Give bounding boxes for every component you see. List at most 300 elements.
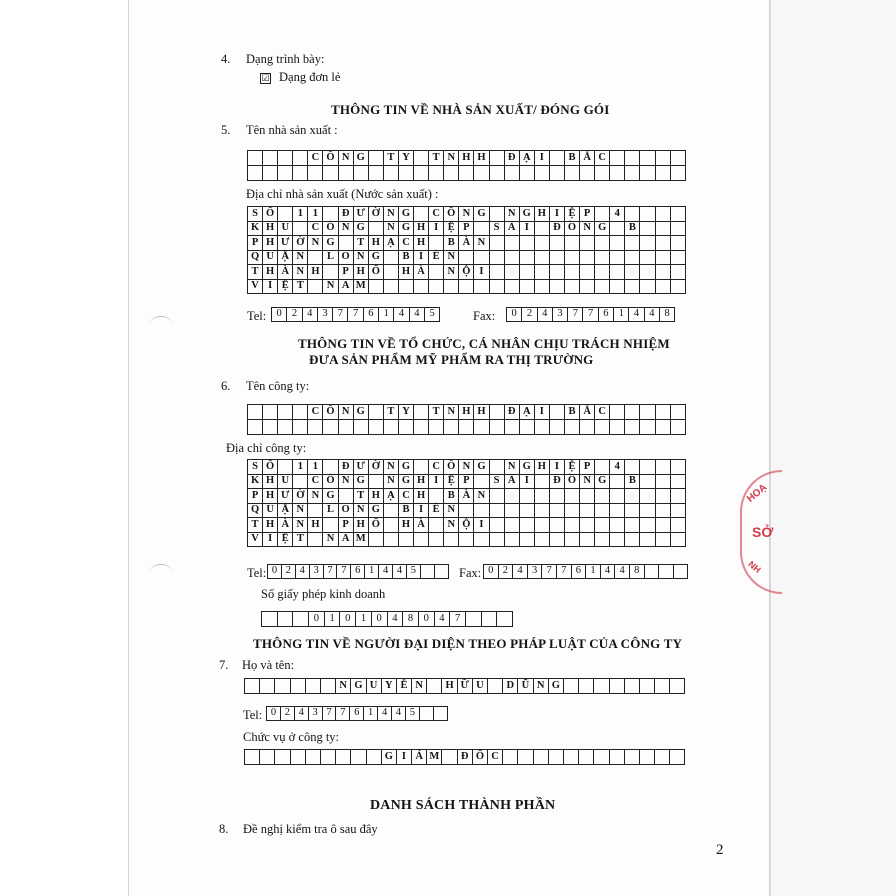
char-cell: [656, 533, 671, 548]
char-cell: P: [248, 489, 263, 504]
item-number: 5.: [221, 123, 231, 137]
char-cell: I: [474, 265, 489, 280]
digit-cell: 7: [568, 308, 583, 322]
char-cell: [565, 504, 580, 519]
char-cell: [323, 518, 338, 533]
char-cell: [610, 518, 625, 533]
char-cell: N: [323, 280, 338, 295]
char-cell: [414, 405, 429, 420]
manufacturer-address-label: Địa chỉ nhà sản xuất (Nước sản xuất) :: [246, 187, 439, 201]
char-cell: Ê: [429, 504, 444, 519]
char-cell: Ậ: [278, 504, 293, 519]
char-cell: [505, 533, 520, 548]
char-cell: [625, 679, 640, 694]
char-cell: [625, 750, 640, 765]
char-cell: [354, 166, 369, 181]
rep-position-grid: [244, 749, 685, 765]
char-cell: [399, 533, 414, 548]
char-cell: [640, 489, 655, 504]
char-cell: [610, 750, 625, 765]
char-cell: [323, 207, 338, 222]
char-cell: Q: [248, 251, 263, 266]
char-cell: Ắ: [580, 151, 595, 166]
char-cell: [610, 679, 625, 694]
char-cell: [640, 236, 655, 251]
char-cell: [308, 420, 323, 435]
char-cell: N: [293, 251, 308, 266]
char-cell: [535, 236, 550, 251]
char-cell: [306, 679, 321, 694]
char-cell: [550, 533, 565, 548]
char-cell: [278, 460, 293, 475]
char-cell: [580, 265, 595, 280]
char-cell: [640, 405, 655, 420]
char-cell: [414, 207, 429, 222]
char-cell: C: [429, 207, 444, 222]
char-cell: Ô: [444, 207, 459, 222]
char-cell: [610, 533, 625, 548]
char-cell: [505, 518, 520, 533]
char-cell: T: [293, 533, 308, 548]
digit-cell: 4: [379, 565, 393, 579]
char-cell: [505, 251, 520, 266]
char-cell: T: [354, 489, 369, 504]
char-cell: [656, 475, 671, 490]
fax-label: Fax:: [473, 309, 496, 323]
char-cell: P: [580, 460, 595, 475]
digit-cell: 2: [282, 565, 296, 579]
char-cell: [640, 222, 655, 237]
char-cell: I: [263, 280, 278, 295]
char-cell: Ồ: [565, 222, 580, 237]
digit-cell: 1: [365, 565, 379, 579]
punch-hole: [150, 564, 172, 579]
char-cell: [293, 222, 308, 237]
char-cell: [490, 489, 505, 504]
char-cell: [580, 504, 595, 519]
char-cell: [503, 750, 518, 765]
char-cell: S: [248, 207, 263, 222]
char-cell: [278, 166, 293, 181]
char-cell: [656, 489, 671, 504]
tel-label: Tel:: [247, 566, 267, 580]
char-cell: I: [535, 405, 550, 420]
char-cell: [429, 236, 444, 251]
char-cell: H: [535, 460, 550, 475]
char-cell: Ệ: [278, 280, 293, 295]
digit-cell: 4: [629, 308, 644, 322]
char-cell: [640, 151, 655, 166]
char-cell: Ô: [323, 475, 338, 490]
char-cell: A: [339, 533, 354, 548]
char-cell: G: [399, 222, 414, 237]
char-cell: Ố: [369, 265, 384, 280]
char-cell: I: [263, 533, 278, 548]
char-cell: [336, 750, 351, 765]
char-cell: [549, 750, 564, 765]
char-cell: [369, 533, 384, 548]
char-cell: H: [459, 151, 474, 166]
char-cell: 1: [308, 460, 323, 475]
char-cell: I: [550, 460, 565, 475]
char-cell: [671, 420, 686, 435]
char-cell: V: [248, 533, 263, 548]
char-cell: U: [263, 504, 278, 519]
char-cell: H: [354, 265, 369, 280]
char-cell: G: [595, 475, 610, 490]
punch-hole: [150, 316, 172, 331]
stamp-seal: [740, 470, 782, 594]
char-cell: [535, 265, 550, 280]
char-cell: [490, 151, 505, 166]
char-cell: P: [459, 475, 474, 490]
char-cell: [429, 166, 444, 181]
char-cell: [490, 236, 505, 251]
char-cell: G: [351, 679, 366, 694]
char-cell: N: [308, 489, 323, 504]
company-name-grid: [247, 404, 686, 435]
char-cell: [550, 420, 565, 435]
char-cell: G: [354, 151, 369, 166]
char-cell: [520, 236, 535, 251]
char-cell: 1: [293, 207, 308, 222]
char-cell: [656, 222, 671, 237]
char-cell: [505, 236, 520, 251]
char-cell: [640, 475, 655, 490]
char-cell: [580, 236, 595, 251]
digit-cell: 0: [372, 612, 388, 627]
digit-cell: 0: [484, 565, 499, 579]
char-cell: [321, 679, 336, 694]
char-cell: [655, 750, 670, 765]
char-cell: [535, 533, 550, 548]
char-cell: I: [429, 475, 444, 490]
char-cell: [640, 420, 655, 435]
char-cell: [640, 251, 655, 266]
char-cell: N: [354, 251, 369, 266]
digit-cell: [278, 612, 294, 627]
rep-tel-grid: [266, 706, 448, 721]
char-cell: [474, 222, 489, 237]
digit-cell: 5: [425, 308, 440, 322]
char-cell: Y: [399, 405, 414, 420]
digit-cell: 7: [542, 565, 557, 579]
char-cell: T: [354, 236, 369, 251]
item-number: 7.: [219, 658, 229, 672]
char-cell: [595, 518, 610, 533]
char-cell: [656, 420, 671, 435]
char-cell: G: [354, 222, 369, 237]
char-cell: M: [427, 750, 442, 765]
char-cell: [490, 533, 505, 548]
char-cell: [640, 504, 655, 519]
char-cell: [293, 166, 308, 181]
char-cell: À: [505, 475, 520, 490]
char-cell: [459, 251, 474, 266]
char-cell: [565, 251, 580, 266]
char-cell: [550, 151, 565, 166]
char-cell: N: [444, 151, 459, 166]
char-cell: [671, 460, 686, 475]
char-cell: C: [595, 151, 610, 166]
digit-cell: [497, 612, 513, 627]
char-cell: N: [474, 489, 489, 504]
digit-cell: 7: [348, 308, 363, 322]
char-cell: C: [429, 460, 444, 475]
char-cell: Ạ: [520, 405, 535, 420]
responsible-heading: THÔNG TIN VỀ TỔ CHỨC, CÁ NHÂN CHỊU TRÁCH NHIỆM: [298, 336, 670, 351]
char-cell: N: [580, 222, 595, 237]
char-cell: [490, 280, 505, 295]
char-cell: [291, 750, 306, 765]
char-cell: Đ: [550, 475, 565, 490]
char-cell: T: [429, 405, 444, 420]
digit-cell: [293, 612, 309, 627]
char-cell: [550, 489, 565, 504]
char-cell: H: [369, 489, 384, 504]
format-label: Dạng trình bày:: [246, 52, 325, 66]
char-cell: [275, 679, 290, 694]
digit-cell: 2: [522, 308, 537, 322]
char-cell: [459, 280, 474, 295]
digit-cell: 0: [419, 612, 435, 627]
char-cell: Ộ: [459, 265, 474, 280]
char-cell: [535, 166, 550, 181]
manufacturer-fax-grid: [506, 307, 675, 322]
char-cell: À: [278, 265, 293, 280]
char-cell: O: [339, 504, 354, 519]
representative-heading: THÔNG TIN VỀ NGƯỜI ĐẠI DIỆN THEO PHÁP LUẬT CỦA CÔNG TY: [253, 636, 683, 651]
char-cell: Ộ: [459, 518, 474, 533]
char-cell: [640, 280, 655, 295]
char-cell: [260, 750, 275, 765]
char-cell: [656, 280, 671, 295]
char-cell: [595, 236, 610, 251]
char-cell: O: [339, 251, 354, 266]
char-cell: [610, 166, 625, 181]
char-cell: [518, 750, 533, 765]
char-cell: N: [444, 518, 459, 533]
char-cell: [671, 518, 686, 533]
char-cell: [490, 265, 505, 280]
digit-cell: 4: [645, 308, 660, 322]
char-cell: G: [399, 207, 414, 222]
char-cell: [640, 750, 655, 765]
char-cell: K: [248, 475, 263, 490]
digit-cell: 7: [336, 707, 350, 721]
char-cell: [565, 265, 580, 280]
char-cell: [339, 166, 354, 181]
digit-cell: 4: [394, 308, 409, 322]
company-address-label: Địa chỉ công ty:: [226, 441, 307, 455]
char-cell: Ê: [429, 251, 444, 266]
stamp-fragment: HOẠ: [745, 482, 770, 505]
char-cell: [474, 166, 489, 181]
digit-cell: 3: [309, 707, 323, 721]
char-cell: [656, 504, 671, 519]
char-cell: [293, 420, 308, 435]
char-cell: [565, 489, 580, 504]
char-cell: [429, 533, 444, 548]
char-cell: À: [459, 236, 474, 251]
char-cell: [625, 207, 640, 222]
char-cell: [610, 420, 625, 435]
digit-cell: 8: [630, 565, 645, 579]
char-cell: N: [444, 251, 459, 266]
char-cell: I: [397, 750, 412, 765]
digit-cell: [420, 707, 434, 721]
char-cell: S: [490, 475, 505, 490]
digit-cell: 7: [324, 565, 338, 579]
char-cell: [369, 280, 384, 295]
digit-cell: 0: [268, 565, 282, 579]
digit-cell: 0: [267, 707, 281, 721]
char-cell: Ô: [323, 151, 338, 166]
char-cell: B: [444, 236, 459, 251]
digit-cell: 4: [410, 308, 425, 322]
char-cell: [291, 679, 306, 694]
char-cell: T: [384, 151, 399, 166]
digit-cell: 8: [660, 308, 675, 322]
char-cell: [595, 280, 610, 295]
char-cell: [535, 504, 550, 519]
char-cell: K: [248, 222, 263, 237]
char-cell: C: [308, 222, 323, 237]
char-cell: H: [263, 222, 278, 237]
char-cell: H: [263, 518, 278, 533]
char-cell: [444, 280, 459, 295]
tel-label: Tel:: [243, 708, 263, 722]
char-cell: H: [263, 236, 278, 251]
digit-cell: 6: [364, 308, 379, 322]
char-cell: [610, 475, 625, 490]
char-cell: [625, 280, 640, 295]
char-cell: [535, 222, 550, 237]
char-cell: H: [354, 518, 369, 533]
char-cell: Đ: [339, 207, 354, 222]
char-cell: B: [565, 151, 580, 166]
char-cell: [384, 533, 399, 548]
char-cell: H: [369, 236, 384, 251]
char-cell: [427, 679, 442, 694]
char-cell: N: [459, 460, 474, 475]
rep-name-grid: [244, 678, 685, 694]
char-cell: [429, 280, 444, 295]
char-cell: [565, 166, 580, 181]
char-cell: [474, 420, 489, 435]
char-cell: C: [308, 475, 323, 490]
digit-cell: 0: [507, 308, 522, 322]
char-cell: [580, 489, 595, 504]
stamp-fragment: NH: [746, 558, 763, 576]
char-cell: [580, 280, 595, 295]
char-cell: N: [444, 504, 459, 519]
manufacturer-name-label: Tên nhà sản xuất :: [246, 123, 338, 137]
char-cell: H: [535, 207, 550, 222]
char-cell: Ư: [278, 236, 293, 251]
char-cell: [248, 166, 263, 181]
char-cell: [263, 405, 278, 420]
char-cell: G: [474, 460, 489, 475]
char-cell: H: [263, 489, 278, 504]
char-cell: A: [339, 280, 354, 295]
char-cell: Ư: [354, 207, 369, 222]
company-fax-grid: [483, 564, 688, 579]
char-cell: [595, 504, 610, 519]
char-cell: Ờ: [293, 236, 308, 251]
char-cell: [308, 166, 323, 181]
char-cell: Đ: [505, 405, 520, 420]
char-cell: [278, 207, 293, 222]
char-cell: [323, 420, 338, 435]
digit-cell: 1: [356, 612, 372, 627]
char-cell: [610, 151, 625, 166]
char-cell: [610, 280, 625, 295]
char-cell: [656, 251, 671, 266]
digit-cell: 5: [406, 707, 420, 721]
char-cell: [505, 280, 520, 295]
char-cell: [308, 280, 323, 295]
digit-cell: 4: [601, 565, 616, 579]
char-cell: [610, 489, 625, 504]
char-cell: G: [399, 460, 414, 475]
char-cell: [369, 166, 384, 181]
char-cell: [474, 280, 489, 295]
digit-cell: 4: [392, 707, 406, 721]
char-cell: [550, 251, 565, 266]
char-cell: H: [263, 475, 278, 490]
char-cell: N: [323, 533, 338, 548]
char-cell: G: [369, 504, 384, 519]
char-cell: [580, 166, 595, 181]
char-cell: Ạ: [384, 489, 399, 504]
digit-cell: 7: [337, 565, 351, 579]
char-cell: [293, 405, 308, 420]
char-cell: 4: [610, 460, 625, 475]
char-cell: B: [444, 489, 459, 504]
char-cell: [595, 533, 610, 548]
char-cell: [444, 166, 459, 181]
char-cell: [550, 166, 565, 181]
char-cell: [490, 460, 505, 475]
char-cell: [550, 405, 565, 420]
char-cell: [263, 166, 278, 181]
digit-cell: 0: [272, 308, 287, 322]
digit-cell: 4: [303, 308, 318, 322]
char-cell: [278, 405, 293, 420]
char-cell: [323, 460, 338, 475]
char-cell: [595, 460, 610, 475]
char-cell: [429, 489, 444, 504]
char-cell: [625, 236, 640, 251]
digit-cell: 3: [318, 308, 333, 322]
char-cell: [399, 280, 414, 295]
char-cell: [459, 533, 474, 548]
char-cell: [625, 405, 640, 420]
char-cell: Ệ: [565, 460, 580, 475]
digit-cell: 1: [586, 565, 601, 579]
char-cell: [384, 280, 399, 295]
char-cell: Ậ: [278, 251, 293, 266]
company-tel-grid: [267, 564, 449, 579]
char-cell: [579, 679, 594, 694]
char-cell: [550, 265, 565, 280]
digit-cell: 7: [557, 565, 572, 579]
format-option: [260, 70, 340, 85]
char-cell: [308, 504, 323, 519]
char-cell: [474, 533, 489, 548]
char-cell: N: [293, 504, 308, 519]
